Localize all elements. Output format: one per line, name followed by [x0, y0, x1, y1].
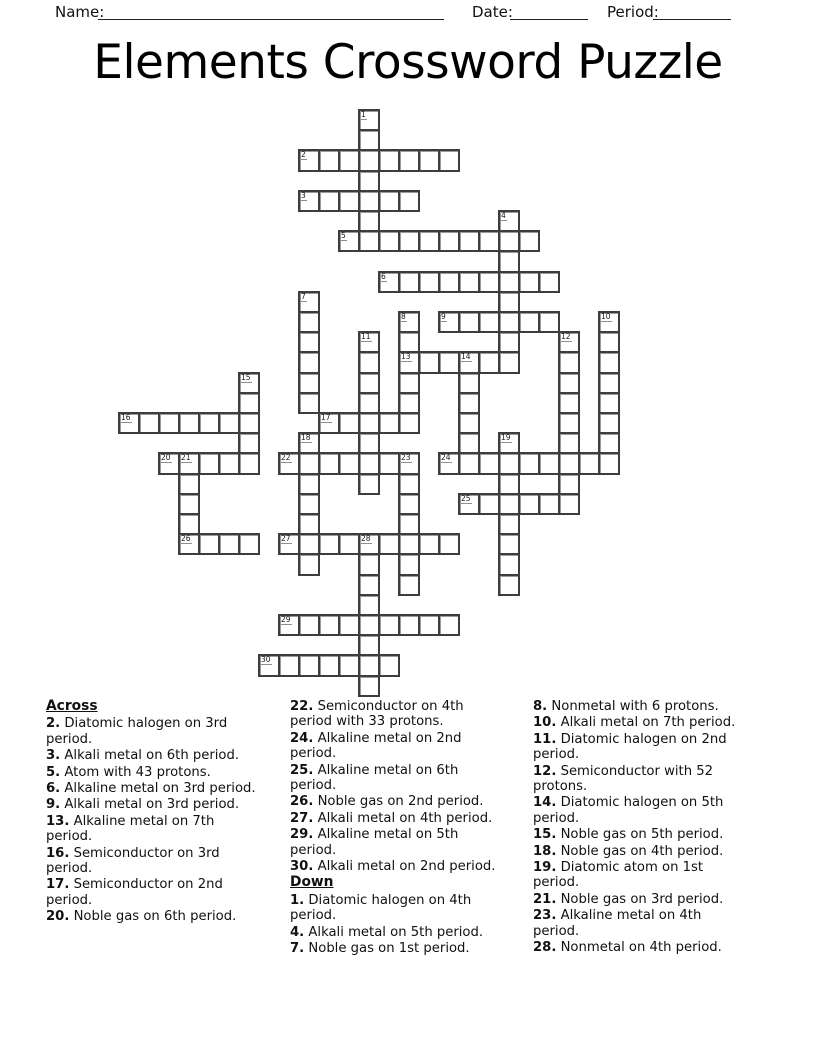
grid-cell[interactable]: [298, 654, 320, 676]
grid-cell[interactable]: [358, 170, 380, 192]
grid-cell[interactable]: [398, 493, 420, 515]
grid-cell[interactable]: [598, 372, 620, 394]
grid-cell[interactable]: [318, 452, 340, 474]
grid-cell[interactable]: [378, 149, 400, 171]
clue-item: 19. Diatomic atom on 1st period.: [533, 860, 704, 891]
grid-cell[interactable]: [378, 452, 400, 474]
grid-cell[interactable]: [398, 473, 420, 495]
grid-cell[interactable]: [378, 614, 400, 636]
grid-cell[interactable]: [238, 372, 260, 394]
grid-cell[interactable]: [358, 109, 380, 131]
grid-cell[interactable]: [398, 513, 420, 535]
grid-cell[interactable]: [458, 452, 480, 474]
grid-cell[interactable]: [398, 331, 420, 353]
clue-number-label: 14.: [533, 795, 557, 811]
cell-number: 15: [241, 372, 251, 382]
period-label: Period:: [607, 3, 659, 21]
grid-cell[interactable]: [478, 271, 500, 293]
grid-cell[interactable]: [398, 533, 420, 555]
grid-cell[interactable]: [498, 271, 520, 293]
grid-cell[interactable]: [298, 452, 320, 474]
clue-number-label: 21.: [533, 891, 557, 907]
grid-cell[interactable]: [278, 452, 300, 474]
grid-cell[interactable]: [498, 493, 520, 515]
grid-cell[interactable]: [458, 351, 480, 373]
grid-cell[interactable]: [378, 190, 400, 212]
date-blank-line[interactable]: [510, 3, 588, 20]
grid-cell[interactable]: [358, 149, 380, 171]
grid-cell[interactable]: [458, 230, 480, 252]
grid-cell[interactable]: [358, 372, 380, 394]
clue-number-label: 20.: [46, 909, 70, 925]
clue-item: 28. Nonmetal on 4th period.: [533, 940, 722, 956]
grid-cell[interactable]: [438, 614, 460, 636]
grid-cell[interactable]: [498, 533, 520, 555]
grid-cell[interactable]: [478, 230, 500, 252]
cell-number: 27: [281, 534, 291, 544]
grid-cell[interactable]: [318, 412, 340, 434]
grid-cell[interactable]: [558, 432, 580, 454]
cell-number: 20: [161, 453, 171, 463]
clue-number-label: 8.: [533, 699, 548, 714]
clue-item: 5. Atom with 43 protons.: [46, 764, 211, 780]
clue-number-label: 9.: [46, 797, 61, 813]
clue-item: 14. Diatomic halogen on 5th period.: [533, 795, 724, 826]
clue-number-label: 5.: [46, 764, 61, 780]
grid-cell[interactable]: [418, 614, 440, 636]
grid-cell[interactable]: [318, 149, 340, 171]
clues-column-3: [533, 699, 743, 957]
clue-item: 26. Noble gas on 2nd period.: [290, 794, 484, 810]
clue-item: 3. Alkali metal on 6th period.: [46, 748, 240, 764]
grid-cell[interactable]: [498, 513, 520, 535]
grid-cell[interactable]: [298, 473, 320, 495]
name-blank-line[interactable]: [98, 3, 444, 20]
grid-cell[interactable]: [238, 412, 260, 434]
grid-cell[interactable]: [458, 432, 480, 454]
grid-cell[interactable]: [418, 149, 440, 171]
clue-item: 20. Noble gas on 6th period.: [46, 909, 237, 925]
grid-cell[interactable]: [338, 533, 360, 555]
grid-cell[interactable]: [358, 654, 380, 676]
grid-cell[interactable]: [338, 452, 360, 474]
grid-cell[interactable]: [438, 351, 460, 373]
clue-number-label: 19.: [533, 860, 557, 876]
clue-item: 23. Alkaline metal on 4th period.: [533, 908, 702, 939]
grid-cell[interactable]: [398, 553, 420, 575]
clue-item: 22. Semiconductor on 4th period with 33 protons.: [290, 699, 464, 730]
grid-cell[interactable]: [438, 533, 460, 555]
grid-cell[interactable]: [598, 331, 620, 353]
grid-cell[interactable]: [298, 331, 320, 353]
clue-item: 18. Noble gas on 4th period.: [533, 843, 724, 859]
cell-number: 17: [321, 413, 331, 422]
grid-cell[interactable]: [138, 412, 160, 434]
clue-number-label: 26.: [290, 794, 314, 810]
grid-cell[interactable]: [498, 452, 520, 474]
grid-cell[interactable]: [478, 311, 500, 333]
grid-cell[interactable]: [498, 351, 520, 373]
grid-cell[interactable]: [498, 230, 520, 252]
grid-cell[interactable]: [378, 230, 400, 252]
clue-item: 29. Alkaline metal on 5th period.: [290, 827, 459, 858]
grid-cell[interactable]: [418, 533, 440, 555]
grid-cell[interactable]: [558, 452, 580, 474]
grid-cell[interactable]: [358, 432, 380, 454]
cell-number: 10: [601, 312, 611, 321]
clue-item: 16. Semiconductor on 3rd period.: [46, 845, 220, 877]
grid-cell[interactable]: [558, 331, 580, 353]
grid-cell[interactable]: [398, 190, 420, 212]
grid-cell[interactable]: [158, 412, 180, 434]
clue-number-label: 11.: [533, 731, 557, 747]
clue-number-label: 25.: [290, 762, 314, 778]
grid-cell[interactable]: [498, 473, 520, 495]
grid-cell[interactable]: [458, 311, 480, 333]
grid-cell[interactable]: [518, 271, 540, 293]
grid-cell[interactable]: [458, 271, 480, 293]
clue-number-label: 2.: [46, 716, 61, 732]
grid-cell[interactable]: [338, 190, 360, 212]
cell-number: 18: [301, 433, 311, 443]
grid-cell[interactable]: [558, 372, 580, 394]
grid-cell[interactable]: [338, 230, 360, 252]
grid-cell[interactable]: [558, 412, 580, 434]
clue-item: 30. Alkali metal on 2nd period.: [290, 859, 496, 875]
grid-cell[interactable]: [378, 533, 400, 555]
grid-cell[interactable]: [118, 412, 140, 434]
cell-number: 6: [381, 271, 386, 281]
cell-number: 19: [501, 433, 511, 443]
grid-cell[interactable]: [298, 553, 320, 575]
clues-column-1: [46, 699, 256, 926]
clue-number-label: 16.: [46, 845, 70, 861]
grid-cell[interactable]: [258, 654, 280, 676]
grid-cell[interactable]: [398, 372, 420, 394]
grid-cell[interactable]: [218, 452, 240, 474]
grid-cell[interactable]: [458, 372, 480, 394]
grid-cell[interactable]: [598, 412, 620, 434]
clue-number-label: 17.: [46, 877, 70, 893]
grid-cell[interactable]: [458, 493, 480, 515]
grid-cell[interactable]: [398, 392, 420, 414]
grid-cell[interactable]: [358, 473, 380, 495]
grid-cell[interactable]: [478, 351, 500, 373]
grid-cell[interactable]: [358, 392, 380, 414]
grid-cell[interactable]: [358, 331, 380, 353]
grid-cell[interactable]: [438, 271, 460, 293]
grid-cell[interactable]: [298, 291, 320, 313]
grid-cell[interactable]: [398, 452, 420, 474]
grid-cell[interactable]: [538, 452, 560, 474]
clue-number-label: 3.: [46, 748, 61, 764]
grid-cell[interactable]: [558, 392, 580, 414]
grid-cell[interactable]: [298, 311, 320, 333]
grid-cell[interactable]: [598, 311, 620, 333]
grid-cell[interactable]: [398, 230, 420, 252]
grid-cell[interactable]: [318, 614, 340, 636]
grid-cell[interactable]: [298, 533, 320, 555]
clue-item: 27. Alkali metal on 4th period.: [290, 810, 493, 826]
grid-cell[interactable]: [178, 473, 200, 495]
cell-number: 28: [361, 534, 371, 544]
cell-number: 7: [301, 291, 306, 301]
grid-cell[interactable]: [398, 614, 420, 636]
clue-item: 2. Diatomic halogen on 3rd period.: [46, 716, 228, 747]
period-blank-line[interactable]: [653, 3, 731, 20]
grid-cell[interactable]: [358, 574, 380, 596]
grid-cell[interactable]: [518, 230, 540, 252]
cell-number: 16: [121, 413, 131, 422]
grid-cell[interactable]: [538, 311, 560, 333]
clue-number-label: 12.: [533, 763, 557, 779]
cell-number: 30: [261, 655, 271, 665]
grid-cell[interactable]: [358, 210, 380, 232]
grid-cell[interactable]: [358, 230, 380, 252]
grid-cell[interactable]: [598, 452, 620, 474]
grid-cell[interactable]: [458, 412, 480, 434]
grid-cell[interactable]: [558, 493, 580, 515]
grid-cell[interactable]: [238, 392, 260, 414]
clue-number-label: 7.: [290, 941, 305, 957]
cell-number: 23: [401, 453, 411, 463]
clues-section-header-across: Across: [46, 698, 98, 714]
grid-cell[interactable]: [458, 392, 480, 414]
grid-cell[interactable]: [518, 452, 540, 474]
grid-cell[interactable]: [358, 675, 380, 697]
grid-cell[interactable]: [338, 412, 360, 434]
grid-cell[interactable]: [358, 412, 380, 434]
grid-cell[interactable]: [218, 412, 240, 434]
grid-cell[interactable]: [178, 493, 200, 515]
grid-cell[interactable]: [158, 452, 180, 474]
grid-cell[interactable]: [358, 614, 380, 636]
grid-cell[interactable]: [358, 594, 380, 616]
grid-cell[interactable]: [598, 392, 620, 414]
cell-number: 8: [401, 312, 406, 321]
grid-cell[interactable]: [398, 351, 420, 373]
date-label: Date:: [472, 3, 513, 21]
clue-number-label: 29.: [290, 827, 314, 843]
clue-item: 6. Alkaline metal on 3rd period.: [46, 781, 256, 797]
clue-item: 7. Noble gas on 1st period.: [290, 941, 470, 957]
clue-item: 12. Semiconductor with 52 protons.: [533, 763, 714, 795]
grid-cell[interactable]: [438, 452, 460, 474]
grid-cell[interactable]: [438, 149, 460, 171]
grid-cell[interactable]: [378, 271, 400, 293]
clue-item: 8. Nonmetal with 6 protons.: [533, 699, 719, 714]
grid-cell[interactable]: [298, 432, 320, 454]
grid-cell[interactable]: [598, 351, 620, 373]
clue-item: 21. Noble gas on 3rd period.: [533, 891, 724, 907]
grid-cell[interactable]: [358, 452, 380, 474]
grid-cell[interactable]: [278, 614, 300, 636]
clue-number-label: 15.: [533, 827, 557, 843]
clue-number-label: 1.: [290, 892, 305, 908]
clues-section-header-down: Down: [290, 874, 334, 891]
cell-number: 21: [181, 453, 191, 463]
clues-column-2: [290, 699, 500, 958]
grid-cell[interactable]: [318, 654, 340, 676]
grid-cell[interactable]: [418, 351, 440, 373]
grid-cell[interactable]: [298, 190, 320, 212]
clue-item: 4. Alkali metal on 5th period.: [290, 924, 484, 940]
clue-number-label: 10.: [533, 715, 557, 731]
grid-cell[interactable]: [418, 230, 440, 252]
grid-cell[interactable]: [538, 271, 560, 293]
cell-number: 2: [301, 150, 306, 160]
clue-number-label: 24.: [290, 730, 314, 746]
grid-cell[interactable]: [498, 331, 520, 353]
cell-number: 29: [281, 615, 291, 624]
cell-number: 24: [441, 453, 451, 463]
grid-cell[interactable]: [498, 574, 520, 596]
grid-cell[interactable]: [378, 654, 400, 676]
grid-cell[interactable]: [498, 210, 520, 232]
clue-item: 1. Diatomic halogen on 4th period.: [290, 892, 472, 924]
grid-cell[interactable]: [518, 493, 540, 515]
cell-number: 5: [341, 231, 346, 241]
grid-cell[interactable]: [358, 533, 380, 555]
clue-item: 10. Alkali metal on 7th period.: [533, 715, 736, 731]
grid-cell[interactable]: [478, 452, 500, 474]
grid-cell[interactable]: [178, 533, 200, 555]
grid-cell[interactable]: [418, 271, 440, 293]
grid-cell[interactable]: [398, 311, 420, 333]
clue-number-label: 6.: [46, 781, 61, 797]
grid-cell[interactable]: [558, 351, 580, 373]
cell-number: 11: [361, 332, 371, 342]
grid-cell[interactable]: [238, 432, 260, 454]
cell-number: 26: [181, 534, 191, 544]
grid-cell[interactable]: [398, 574, 420, 596]
grid-cell[interactable]: [398, 271, 420, 293]
grid-cell[interactable]: [178, 452, 200, 474]
cell-number: 3: [301, 190, 306, 200]
name-label: Name:: [55, 3, 105, 21]
grid-cell[interactable]: [438, 311, 460, 333]
clue-item: 17. Semiconductor on 2nd period.: [46, 877, 223, 908]
grid-cell[interactable]: [498, 291, 520, 313]
grid-cell[interactable]: [178, 412, 200, 434]
grid-cell[interactable]: [178, 513, 200, 535]
grid-cell[interactable]: [398, 412, 420, 434]
clue-number-label: 18.: [533, 843, 557, 859]
clue-item: 13. Alkaline metal on 7th period.: [46, 813, 215, 845]
grid-cell[interactable]: [298, 149, 320, 171]
clue-number-label: 30.: [290, 859, 314, 875]
cell-number: 1: [361, 110, 366, 119]
clue-number-label: 22.: [290, 699, 314, 714]
cell-number: 12: [561, 332, 571, 342]
clue-item: 24. Alkaline metal on 2nd period.: [290, 730, 462, 762]
grid-cell[interactable]: [338, 654, 360, 676]
grid-cell[interactable]: [278, 654, 300, 676]
grid-cell[interactable]: [358, 634, 380, 656]
grid-cell[interactable]: [498, 553, 520, 575]
grid-cell[interactable]: [358, 351, 380, 373]
grid-cell[interactable]: [198, 533, 220, 555]
clue-number-label: 27.: [290, 810, 314, 826]
grid-cell[interactable]: [478, 493, 500, 515]
grid-cell[interactable]: [218, 533, 240, 555]
grid-cell[interactable]: [558, 473, 580, 495]
cell-number: 9: [441, 312, 446, 321]
grid-cell[interactable]: [438, 230, 460, 252]
clue-item: 9. Alkali metal on 3rd period.: [46, 797, 240, 813]
cell-number: 25: [461, 493, 471, 503]
grid-cell[interactable]: [358, 190, 380, 212]
grid-cell[interactable]: [358, 553, 380, 575]
grid-cell[interactable]: [298, 493, 320, 515]
grid-cell[interactable]: [578, 452, 600, 474]
grid-cell[interactable]: [338, 149, 360, 171]
grid-cell[interactable]: [498, 250, 520, 272]
grid-cell[interactable]: [298, 513, 320, 535]
clue-item: 11. Diatomic halogen on 2nd period.: [533, 731, 727, 763]
grid-cell[interactable]: [298, 614, 320, 636]
grid-cell[interactable]: [318, 533, 340, 555]
grid-cell[interactable]: [238, 533, 260, 555]
grid-cell[interactable]: [298, 372, 320, 394]
grid-cell[interactable]: [198, 412, 220, 434]
clue-number-label: 23.: [533, 908, 557, 924]
cell-number: 4: [501, 211, 506, 220]
grid-cell[interactable]: [518, 311, 540, 333]
grid-cell[interactable]: [498, 311, 520, 333]
grid-cell[interactable]: [298, 351, 320, 373]
grid-cell[interactable]: [498, 432, 520, 454]
grid-cell[interactable]: [358, 129, 380, 151]
cell-number: 22: [281, 453, 291, 463]
clue-item: 25. Alkaline metal on 6th period.: [290, 762, 459, 794]
clue-item: 15. Noble gas on 5th period.: [533, 827, 724, 843]
clue-number-label: 13.: [46, 813, 70, 829]
grid-cell[interactable]: [278, 533, 300, 555]
grid-cell[interactable]: [238, 452, 260, 474]
grid-cell[interactable]: [198, 452, 220, 474]
cell-number: 14: [461, 352, 471, 362]
page-title: Elements Crossword Puzzle: [93, 35, 723, 90]
cell-number: 13: [401, 352, 411, 362]
grid-cell[interactable]: [338, 614, 360, 636]
grid-cell[interactable]: [378, 412, 400, 434]
grid-cell[interactable]: [398, 149, 420, 171]
grid-cell[interactable]: [298, 392, 320, 414]
grid-cell[interactable]: [598, 432, 620, 454]
clue-number-label: 28.: [533, 940, 557, 956]
grid-cell[interactable]: [318, 190, 340, 212]
clue-number-label: 4.: [290, 924, 305, 940]
grid-cell[interactable]: [538, 493, 560, 515]
